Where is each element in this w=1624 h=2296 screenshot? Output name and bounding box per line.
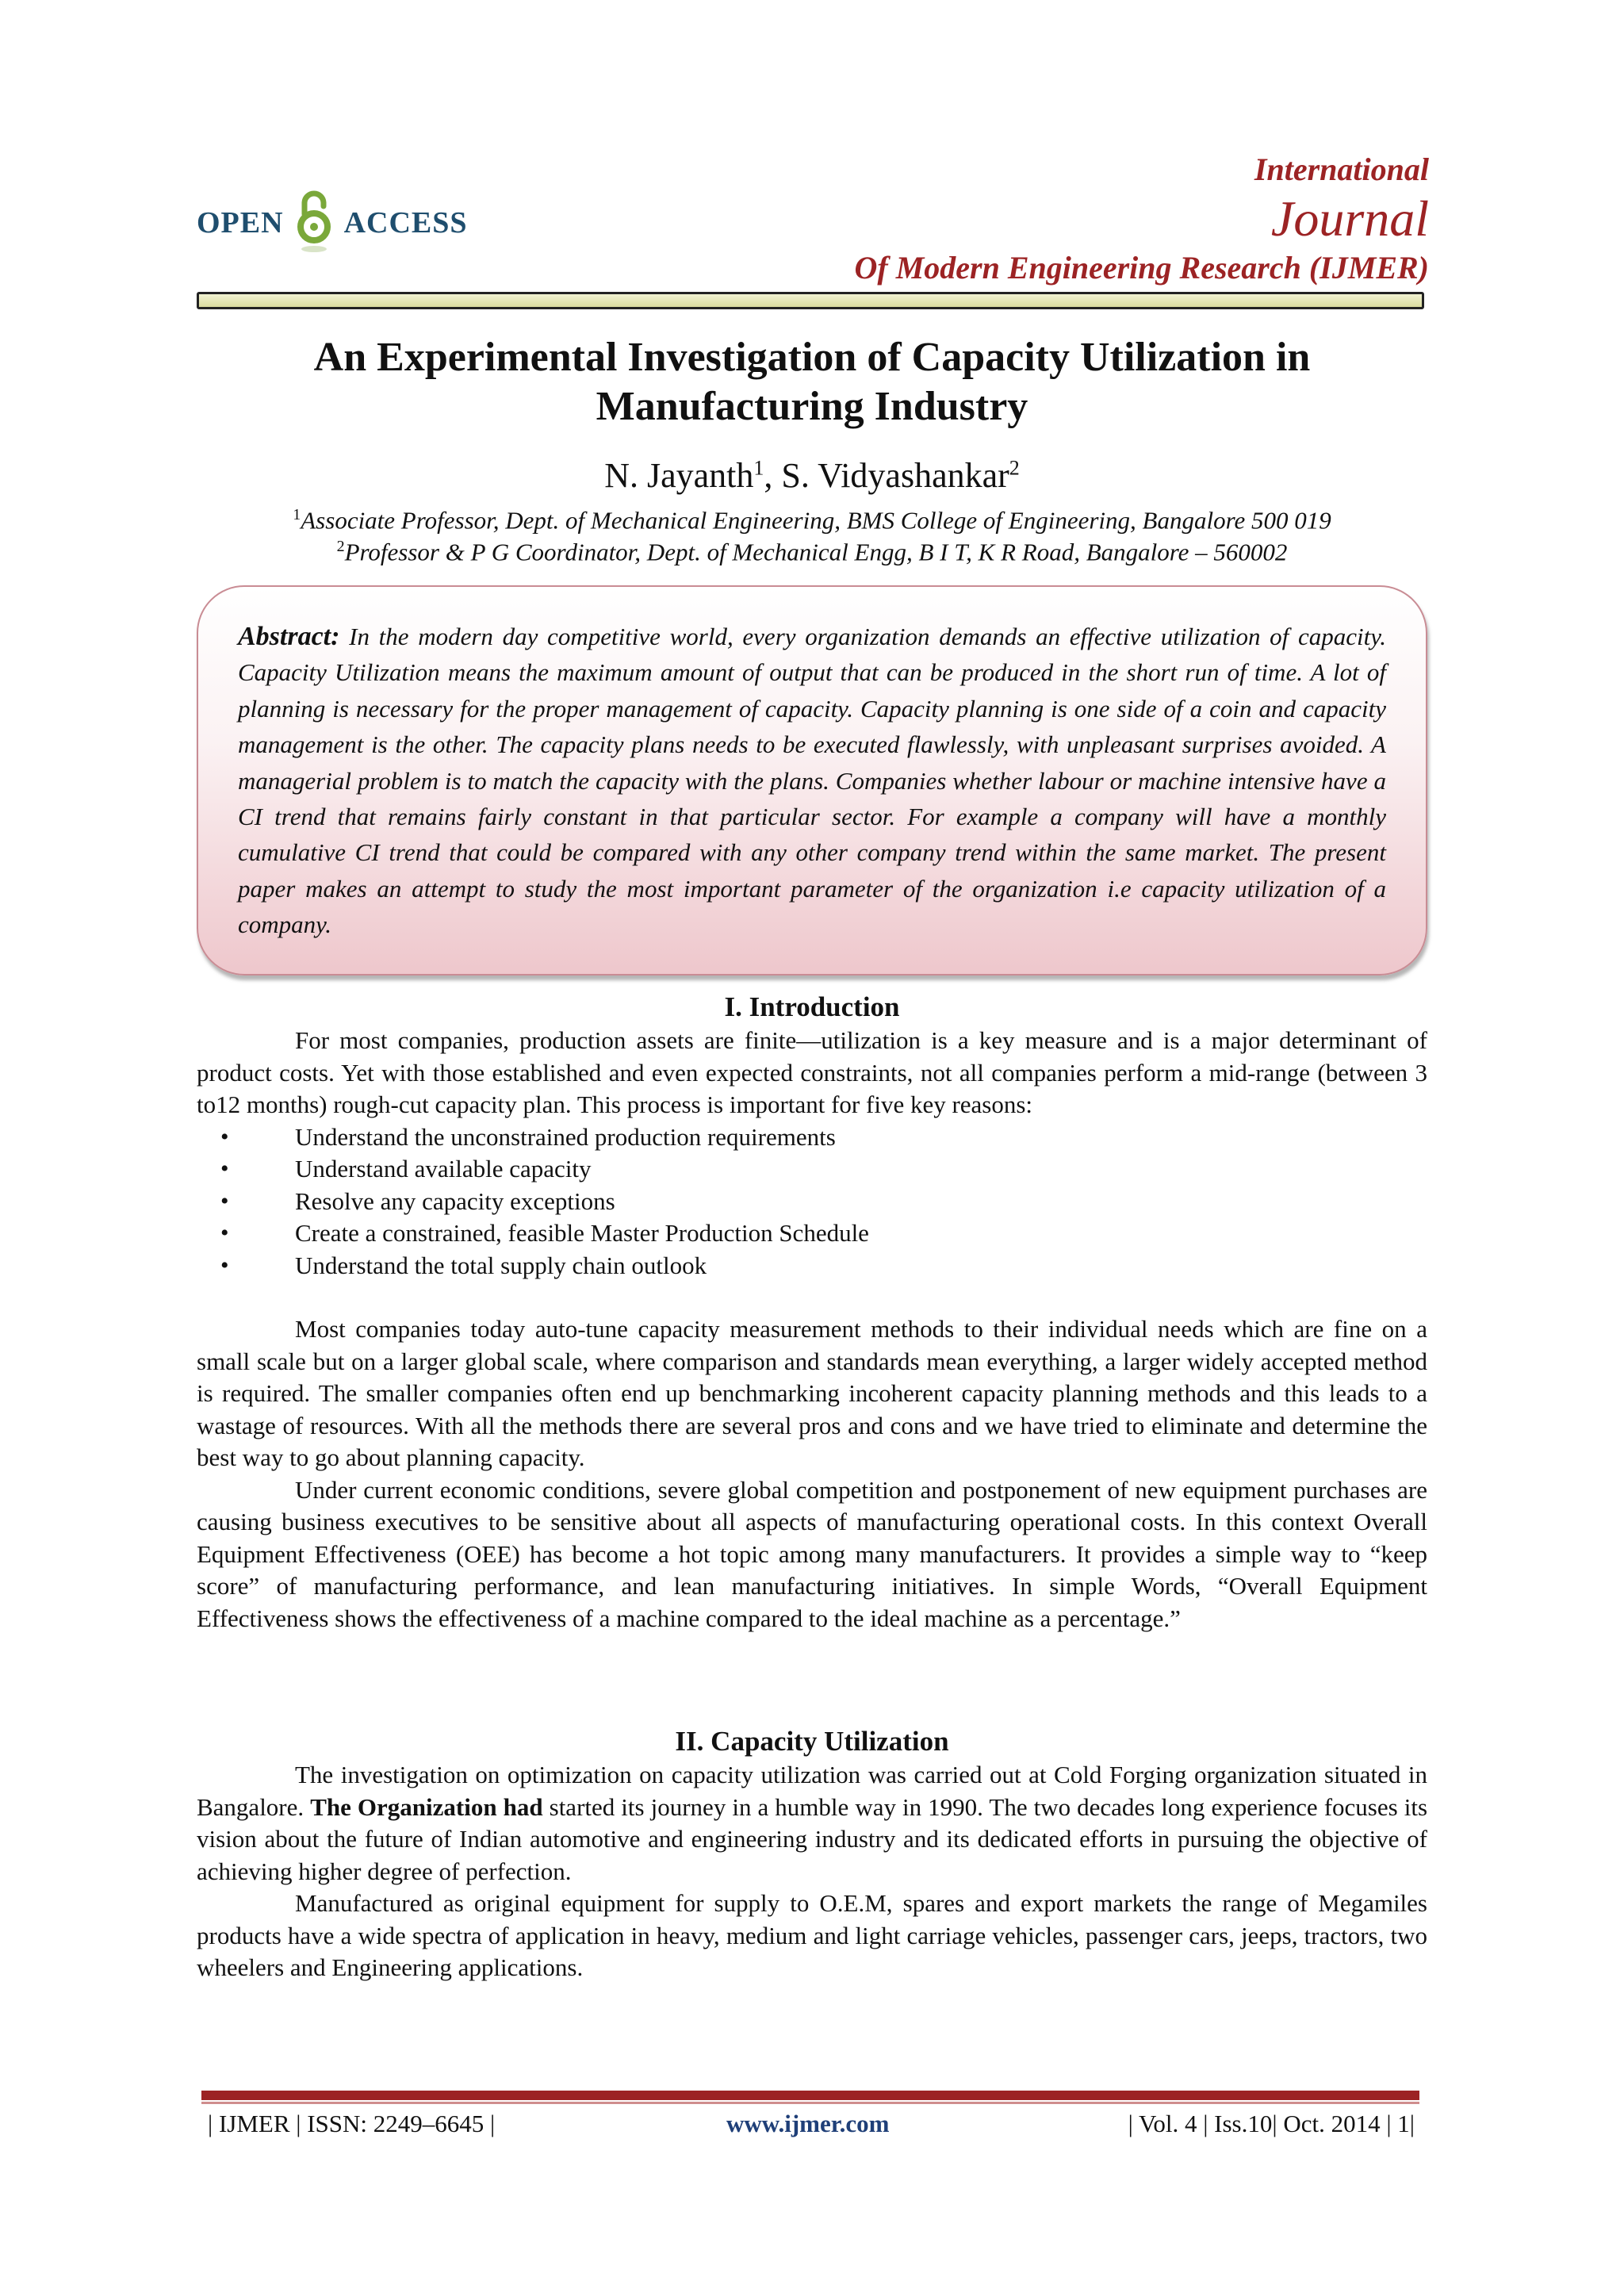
capacity-body	[197, 1759, 1427, 1984]
footer-website-link[interactable]: www.ijmer.com	[726, 2110, 890, 2137]
intro-reasons-list	[197, 1121, 1427, 1282]
title-line-2: Manufacturing Industry	[596, 384, 1028, 429]
authors	[197, 455, 1427, 496]
author-separator: ,	[764, 456, 782, 495]
abstract-label: Abstract:	[238, 622, 340, 651]
abstract-box	[197, 585, 1427, 976]
journal-name: Journal	[1270, 190, 1429, 247]
affiliation-1-sup: 1	[293, 506, 301, 523]
list-item: • Understand the unconstrained production requirements	[197, 1121, 1427, 1154]
affiliation-2-text: Professor & P G Coordinator, Dept. of Mechanical Engg, B I T, K R Road, Bangalore – 560002	[344, 538, 1288, 566]
author-2-sup: 2	[1009, 456, 1020, 480]
capacity-paragraph-1-bold: The Organization had	[310, 1792, 543, 1821]
capacity-paragraph-2: Manufactured as original equipment for supply to O.E.M, spares and export markets the range of Megamiles products have a wide spectra of application in heavy, medium and light carriage vehicles, passenger cars, jeeps, tractors, two wheelers and Engineering applications.	[197, 1889, 1427, 1981]
affiliation-1	[197, 506, 1427, 535]
introduction-body	[197, 1025, 1427, 1635]
intro-paragraph-1: For most companies, production assets are finite—utilization is a key measure and is a major determinant of product costs. Yet with those established and even expected constraints, not all companies perform a mid-range (between 3 to12 months) rough-cut capacity plan. This process is important for five key reasons:	[197, 1026, 1427, 1118]
paper-title	[197, 333, 1427, 431]
open-access-open: OPEN	[197, 206, 284, 240]
list-item: • Resolve any capacity exceptions	[197, 1186, 1427, 1218]
intro-paragraph-2: Most companies today auto-tune capacity measurement methods to their individual needs which are fine on a small scale but on a larger global scale, where comparison and standards mean everything, a larger widely accepted method is required. The smaller companies often end up benchmarking incoherent capacity planning methods and this leads to a wastage of resources. With all the methods there are several pros and cons and we have tried to eliminate and determine the best way to go about planning capacity.	[197, 1315, 1427, 1471]
capacity-paragraph-1	[197, 1759, 1427, 1888]
section-heading-capacity-utilization: II. Capacity Utilization	[675, 1726, 949, 1757]
footer-divider-shadow	[201, 2102, 1419, 2104]
journal-international: International	[1254, 151, 1429, 187]
open-access-logo	[197, 190, 468, 255]
title-line-1: An Experimental Investigation of Capacity Utilization in	[313, 335, 1311, 380]
footer-divider	[201, 2091, 1419, 2100]
list-item: • Understand available capacity	[197, 1153, 1427, 1186]
footer-volume-page: | Vol. 4 | Iss.10| Oct. 2014 | 1|	[1128, 2110, 1415, 2137]
affiliation-2-sup: 2	[336, 538, 345, 555]
author-2: S. Vidyashankar	[781, 456, 1009, 495]
footer-issn: | IJMER | ISSN: 2249–6645 |	[208, 2110, 496, 2137]
author-1-sup: 1	[753, 456, 764, 480]
open-access-access: ACCESS	[343, 206, 468, 240]
list-item: • Create a constrained, feasible Master Production Schedule	[197, 1217, 1427, 1250]
capacity-paragraph-1-b: started its journey in a humble way in 1990. The two decades long experience focuses its vision about the future of Indian automotive and engineering industry and its dedicated efforts in pursuing the objective of achieving higher degree of perfection.	[197, 1792, 1428, 1885]
abstract-body: In the modern day competitive world, every organization demands an effective utilization of capacity. Capacity Utilization means the maximum amount of output that can be produced in the short run of time. A lot of planning is necessary for the proper management of capacity. Capacity planning is one side of a coin and capacity management is the other. The capacity plans needs to be executed flawlessly, with unpleasant surprises avoided. A managerial problem is to match the capacity with the plans. Companies whether labour or machine intensive have a CI trend that remains fairly constant in that particular sector. For example a company will have a monthly cumulative CI trend that could be compared with any other company trend within the same market. The present paper makes an attempt to study the most important parameter of the organization i.e capacity utilization of a company.	[238, 623, 1386, 939]
abstract-text	[238, 619, 1386, 943]
journal-subtitle: Of Modern Engineering Research (IJMER)	[854, 250, 1429, 286]
journal-masthead	[854, 151, 1429, 287]
header-divider	[197, 292, 1424, 309]
list-item: • Understand the total supply chain outlook	[197, 1250, 1427, 1282]
author-1: N. Jayanth	[604, 456, 754, 495]
capacity-paragraph-1-a: The investigation on optimization on capacity utilization was carried out at Cold Forging organization situated in Bangalore.	[197, 1761, 1427, 1821]
affiliation-2	[197, 538, 1427, 566]
affiliation-1-text: Associate Professor, Dept. of Mechanical Engineering, BMS College of Engineering, Bangalore 500 019	[301, 506, 1331, 535]
open-lock-icon	[295, 190, 333, 255]
section-heading-introduction: I. Introduction	[724, 991, 900, 1022]
intro-paragraph-3: Under current economic conditions, severe global competition and postponement of new equipment purchases are causing business executives to be sensitive about all aspects of manufacturing operational costs. In this context Overall Equipment Effectiveness (OEE) has become a hot topic among many manufacturers. It provides a simple way to “keep score” of manufacturing performance, and lean manufacturing initiatives. In simple Words, “Overall Equipment Effectiveness shows the effectiveness of a machine compared to the ideal machine as a percentage.”	[197, 1475, 1427, 1632]
